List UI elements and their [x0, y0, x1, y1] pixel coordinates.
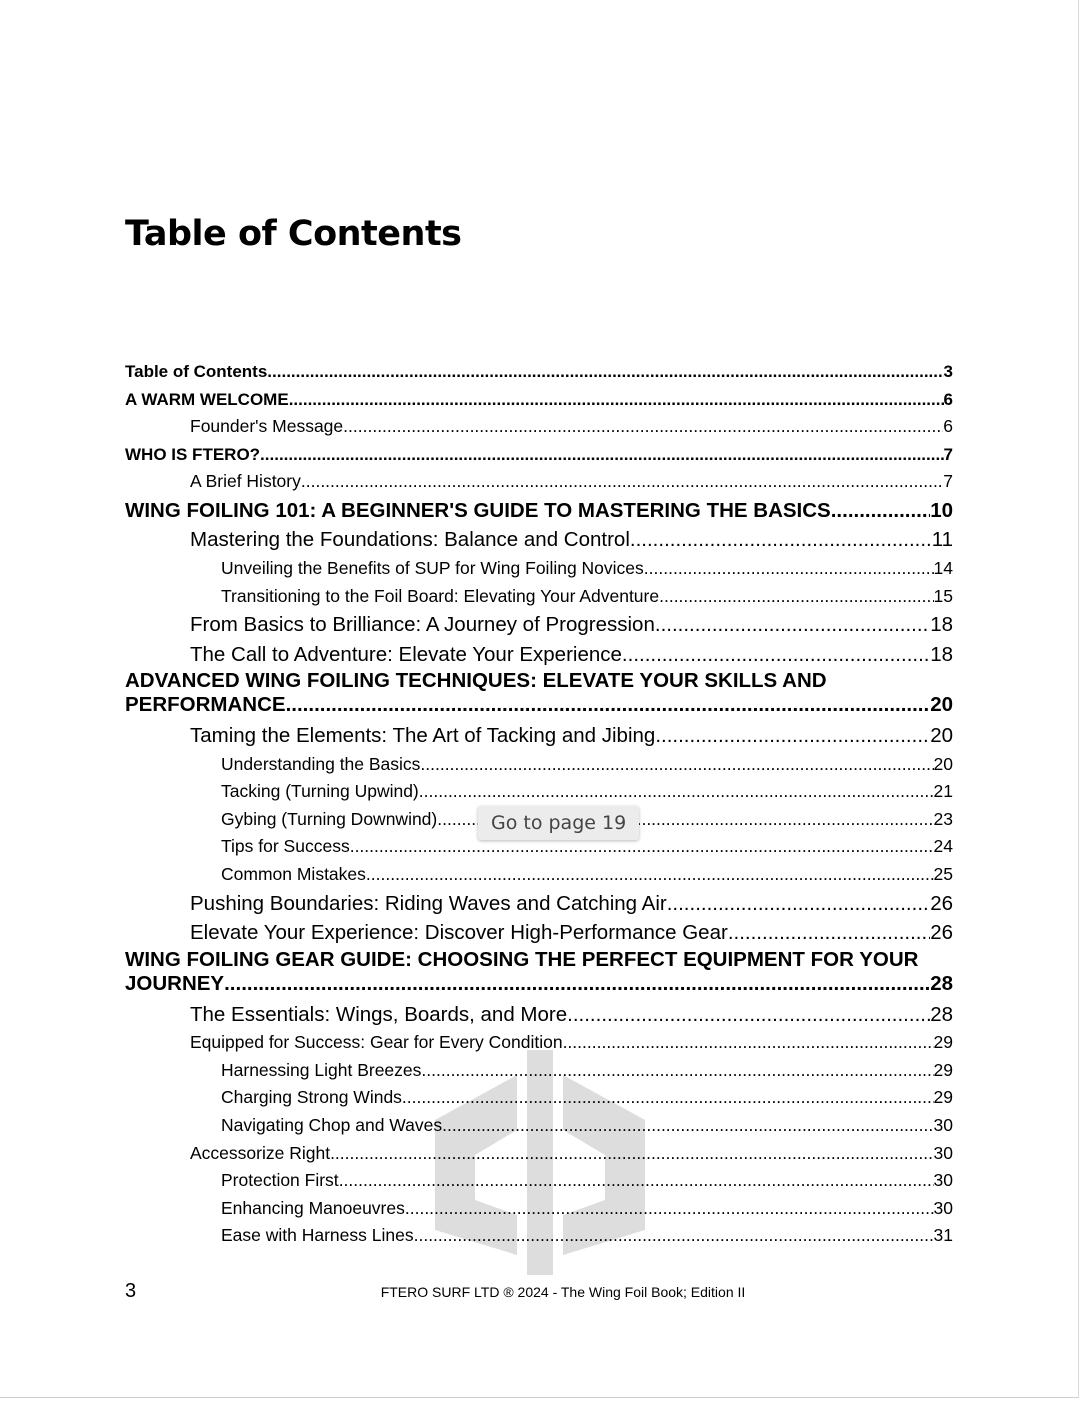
toc-entry[interactable] [125, 889, 953, 919]
toc-entry[interactable] [125, 778, 953, 806]
toc-leader [622, 640, 930, 670]
toc-entry[interactable] [125, 751, 953, 779]
toc-entry-title: Tips for Success [221, 836, 350, 857]
toc-leader [420, 751, 933, 779]
toc-entry-title: A WARM WELCOME [125, 389, 289, 409]
toc-leader [289, 386, 944, 414]
toc-leader [286, 693, 931, 717]
toc-entry-page: 28 [930, 971, 953, 995]
toc-leader [659, 583, 933, 611]
toc-entry-page: 6 [943, 389, 953, 409]
toc-entry-page: 7 [943, 471, 953, 492]
toc-entry-title: Tacking (Turning Upwind) [221, 781, 419, 802]
toc-entry-title-line[interactable]: WING FOILING GEAR GUIDE: CHOOSING THE PERFECT EQUIPMENT FOR YOUR [125, 947, 919, 971]
toc-entry-title: Table of Contents [125, 362, 268, 381]
toc-entry-page: 30 [933, 1197, 953, 1218]
toc-entry-title: WING FOILING 101: A BEGINNER'S GUIDE TO MASTERING THE BASICS [125, 498, 831, 522]
toc-entry-page: 21 [933, 781, 953, 802]
toc-entry-title: Enhancing Manoeuvres [221, 1197, 405, 1218]
toc-entry-title: Transitioning to the Foil Board: Elevating Your Adventure [221, 585, 660, 606]
toc-entry-page: 28 [930, 1002, 953, 1026]
toc-entry-page: 20 [933, 753, 953, 774]
toc-entry-page: 30 [933, 1142, 953, 1163]
toc-entry-page: 3 [943, 362, 953, 381]
page-heading: Table of Contents [125, 214, 462, 254]
toc-entry-page: 26 [930, 891, 953, 915]
toc-entry-page: 15 [933, 585, 953, 606]
toc-entry-title: Founder's Message [190, 416, 344, 437]
toc-entry-page: 30 [933, 1170, 953, 1191]
toc-entry[interactable] [125, 386, 953, 414]
toc-entry-title: Ease with Harness Lines [221, 1225, 414, 1246]
toc-entry[interactable] [125, 972, 953, 1000]
toc-entry[interactable] [125, 413, 953, 441]
toc-entry-page: 29 [933, 1087, 953, 1108]
toc-entry-title: From Basics to Brilliance: A Journey of Progression [190, 613, 655, 637]
toc-leader [644, 555, 934, 583]
ftero-logo-watermark-icon [435, 1050, 645, 1275]
toc-entry-title: Protection First [221, 1170, 339, 1191]
toc-entry[interactable] [125, 555, 953, 583]
toc-entry-page: 18 [930, 642, 953, 666]
toc-leader [260, 441, 943, 469]
toc-entry-title: Harnessing Light Breezes [221, 1059, 422, 1080]
toc-entry-title: Common Mistakes [221, 864, 366, 885]
toc-leader [301, 468, 943, 496]
toc-leader [655, 721, 930, 751]
toc-leader [655, 610, 930, 640]
toc-entry-page: 20 [930, 693, 953, 717]
toc-entry-title: Mastering the Foundations: Balance and Control [190, 528, 630, 552]
toc-leader [366, 861, 934, 889]
toc-entry-page: 7 [943, 444, 953, 464]
toc-entry-title: Navigating Chop and Waves [221, 1114, 443, 1135]
toc-leader [667, 889, 930, 919]
toc-entry[interactable] [125, 721, 953, 751]
go-to-page-tooltip: Go to page 19 [478, 806, 639, 840]
toc-leader [831, 496, 930, 526]
toc-entry-page: 25 [933, 864, 953, 885]
toc-entry-title: Gybing (Turning Downwind) [221, 808, 438, 829]
toc-entry[interactable] [125, 918, 953, 948]
toc-leader [267, 358, 943, 386]
toc-entry-page: 23 [933, 808, 953, 829]
toc-leader [419, 778, 934, 806]
toc-entry-title: WHO IS FTERO? [125, 444, 261, 464]
toc-leader [728, 918, 930, 948]
toc-entry-page: 18 [930, 613, 953, 637]
toc-leader [224, 972, 930, 996]
toc-entry[interactable] [125, 861, 953, 889]
toc-entry-title: Unveiling the Benefits of SUP for Wing Foiling Novices [221, 557, 644, 578]
toc-entry-title: JOURNEY [125, 971, 225, 995]
toc-entry[interactable] [125, 583, 953, 611]
page-number: 3 [125, 1280, 137, 1302]
toc-entry-title: Understanding the Basics [221, 753, 421, 774]
toc-entry[interactable] [125, 610, 953, 640]
toc-entry-title: Taming the Elements: The Art of Tacking and Jibing [190, 724, 656, 748]
toc-entry-page: 11 [931, 528, 953, 552]
toc-entry-title: The Essentials: Wings, Boards, and More [190, 1002, 568, 1026]
toc-entry-page: 29 [933, 1032, 953, 1053]
toc-entry-page: 29 [933, 1059, 953, 1080]
toc-entry-title: Elevate Your Experience: Discover High-Performance Gear [190, 921, 728, 945]
toc-entry[interactable] [125, 1000, 953, 1030]
toc-entry-title: Charging Strong Winds [221, 1087, 402, 1108]
toc-entry[interactable] [125, 358, 953, 386]
toc-entry-page: 24 [933, 836, 953, 857]
toc-entry-page: 20 [930, 724, 953, 748]
toc-entry-title: Accessorize Right [190, 1142, 331, 1163]
toc-entry-page: 14 [933, 557, 953, 578]
toc-entry-title: The Call to Adventure: Elevate Your Experience [190, 642, 622, 666]
toc-entry-page: 31 [933, 1225, 953, 1246]
toc-leader [343, 413, 943, 441]
toc-entry[interactable] [125, 496, 953, 526]
toc-entry-title: A Brief History [190, 471, 301, 492]
toc-entry[interactable] [125, 441, 953, 469]
toc-leader [350, 833, 934, 861]
toc-entry-page: 10 [930, 498, 953, 522]
toc-leader [567, 1000, 930, 1030]
toc-entry-title-line[interactable]: ADVANCED WING FOILING TECHNIQUES: ELEVATE YOUR SKILLS AND [125, 669, 827, 693]
toc-entry[interactable] [125, 693, 953, 721]
toc-entry-page: 26 [930, 921, 953, 945]
toc-entry-title: PERFORMANCE [125, 693, 286, 717]
toc-entry-page: 6 [943, 416, 953, 437]
toc-entry-page: 30 [933, 1114, 953, 1135]
toc-entry[interactable] [125, 640, 953, 670]
page-footer: FTERO SURF LTD ® 2024 - The Wing Foil Book; Edition II [380, 1284, 746, 1300]
toc-leader [630, 525, 932, 555]
toc-entry-title: Pushing Boundaries: Riding Waves and Catching Air [190, 891, 667, 915]
toc-entry[interactable] [125, 525, 953, 555]
toc-entry-title: Equipped for Success: Gear for Every Condition [190, 1032, 563, 1053]
toc-entry[interactable] [125, 468, 953, 496]
